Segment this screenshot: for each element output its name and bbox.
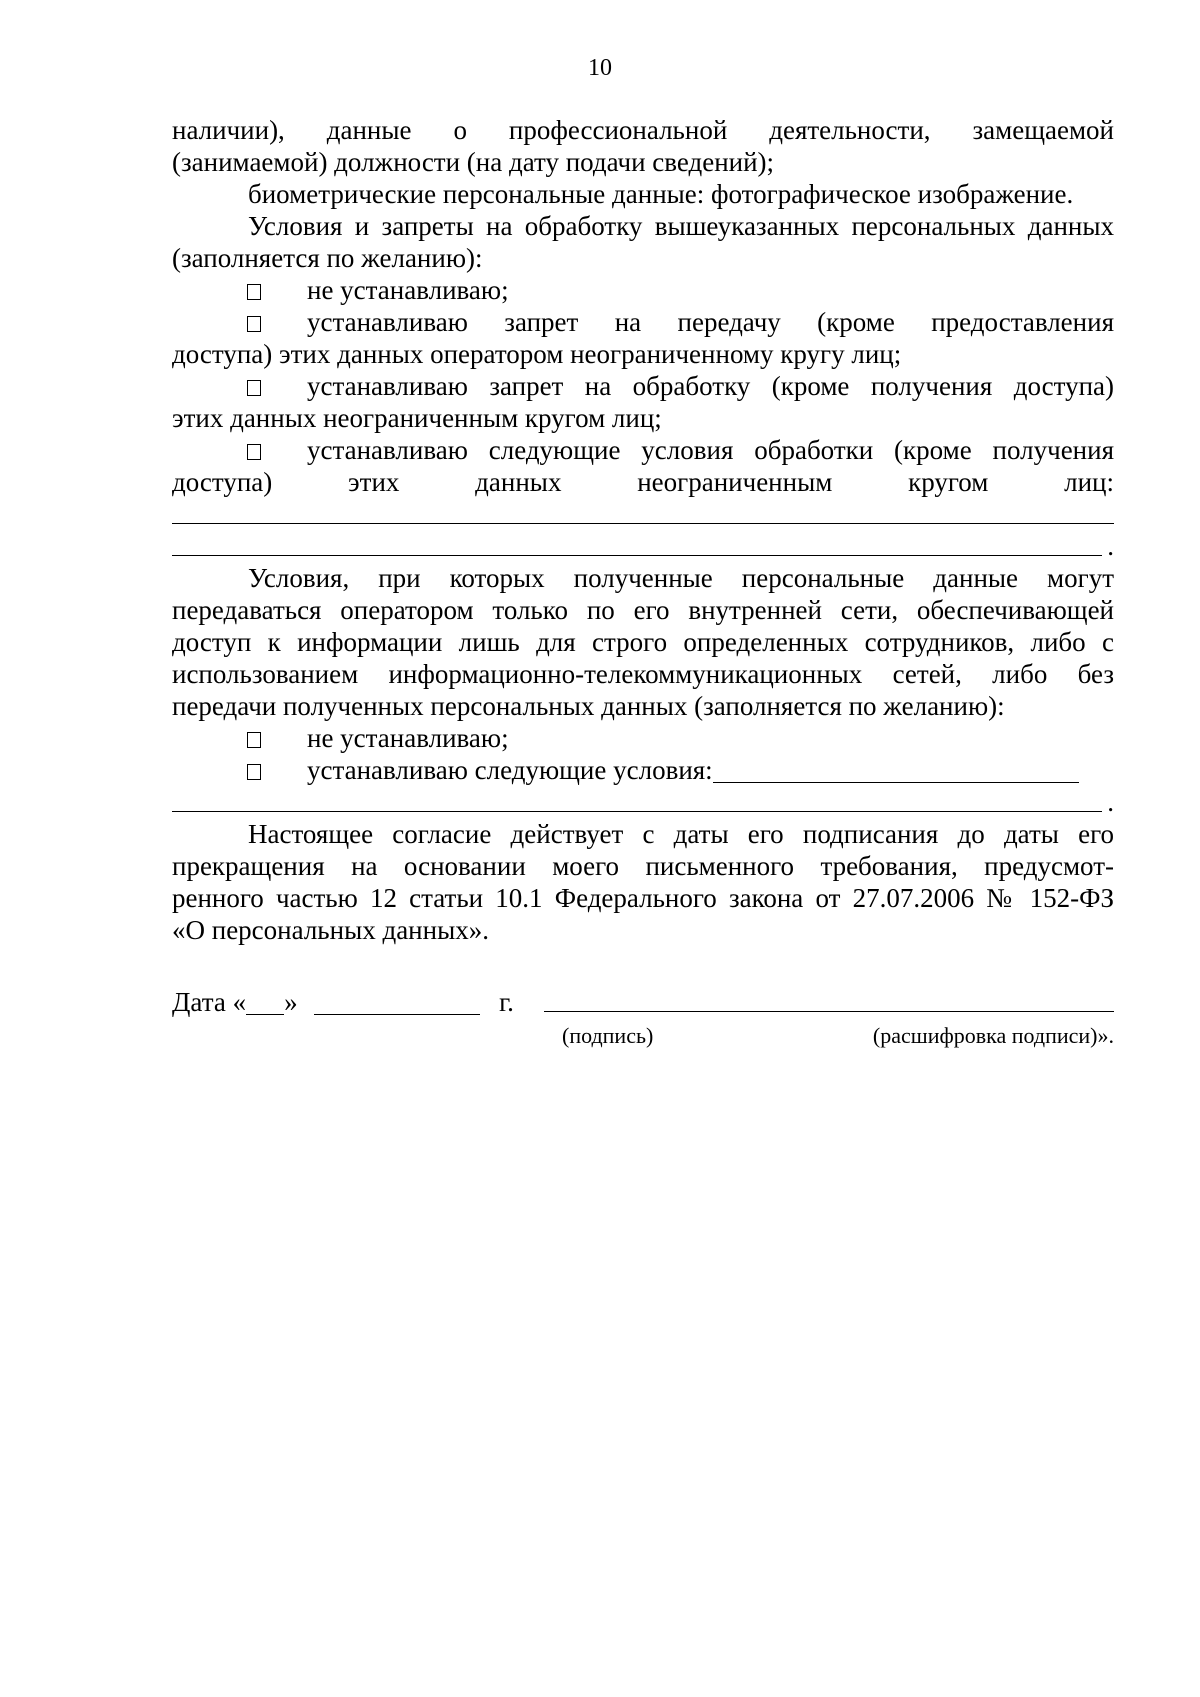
checkbox[interactable]: [247, 444, 261, 460]
option-label: устанавливаю следующие условия обработки (кроме получения: [307, 435, 1114, 465]
para4-line4: использованием информационно-телекоммуникационных сетей, либо без: [172, 659, 1114, 689]
para5-line3: ренного частью 12 статьи 10.1 Федерального закона от 27.07.2006 № 152-ФЗ: [172, 883, 1114, 913]
para4-line5: передачи полученных персональных данных (заполняется по желанию):: [172, 691, 1005, 721]
date-close-quote: »: [284, 987, 298, 1017]
option-not-set-2: [172, 722, 1114, 754]
signature-labels: [172, 1020, 1114, 1050]
checkbox[interactable]: [247, 380, 261, 396]
option-label: устанавливаю запрет на обработку (кроме получения доступа): [307, 371, 1114, 401]
underline: [172, 555, 1102, 556]
para4-line3: доступ к информации лишь для строго определенных сотрудников, либо с: [172, 627, 1114, 657]
fill-line-3[interactable]: [172, 786, 1114, 818]
para5-line4: «О персональных данных».: [172, 915, 489, 945]
option-not-set-1: [172, 274, 1114, 306]
para1-line2: (занимаемой) должности (на дату подачи сведений);: [172, 147, 775, 177]
option-conditions: [172, 434, 1114, 466]
signature-input-line[interactable]: [544, 1011, 1114, 1012]
para4-line2: передаваться оператором только по его внутренней сети, обеспечивающей: [172, 595, 1114, 625]
para3-line2: (заполняется по желанию):: [172, 243, 483, 273]
fill-line-2[interactable]: [172, 530, 1114, 562]
option-ban-transfer-cont: доступа) этих данных оператором неограниченному кругу лиц;: [172, 339, 902, 369]
date-signature-row: [172, 986, 1114, 1020]
page-number: 10: [588, 55, 612, 81]
conditions-input-line[interactable]: [713, 782, 1079, 783]
decryption-caption: (расшифровка подписи)».: [872, 1023, 1114, 1048]
year-suffix: г.: [499, 987, 514, 1017]
underline: [172, 523, 1114, 524]
checkbox[interactable]: [247, 764, 261, 780]
option-conditions-cont: доступа) этих данных неограниченным кругом лиц:: [172, 467, 1114, 497]
day-input-line[interactable]: [246, 1014, 284, 1015]
document-body: [172, 114, 1114, 1050]
option-label: не устанавливаю;: [307, 275, 509, 305]
para4-line1: Условия, при которых полученные персональные данные могут: [248, 563, 1114, 593]
para2: биометрические персональные данные: фотографическое изображение.: [248, 179, 1074, 209]
date-label: Дата «: [172, 987, 247, 1017]
checkbox[interactable]: [247, 732, 261, 748]
checkbox[interactable]: [247, 284, 261, 300]
para5-line2: прекращения на основании моего письменного требования, предусмот-: [172, 851, 1114, 881]
option-label: устанавливаю запрет на передачу (кроме предоставления: [307, 307, 1114, 337]
checkbox[interactable]: [247, 316, 261, 332]
option-label: устанавливаю следующие условия:: [307, 755, 713, 785]
end-dot: .: [1107, 531, 1114, 561]
month-input-line[interactable]: [314, 1014, 480, 1015]
option-ban-processing: [172, 370, 1114, 402]
end-dot: .: [1107, 787, 1114, 817]
para3-line1: Условия и запреты на обработку вышеуказанных персональных данных: [248, 211, 1114, 241]
option-ban-transfer: [172, 306, 1114, 338]
signature-caption: (подпись): [562, 1023, 654, 1048]
underline: [172, 811, 1102, 812]
option-set-conditions: [172, 754, 1114, 786]
para1-line1: наличии), данные о профессиональной деятельности, замещаемой: [172, 115, 1114, 145]
option-label: не устанавливаю;: [307, 723, 509, 753]
para5-line1: Настоящее согласие действует с даты его подписания до даты его: [248, 819, 1114, 849]
option-ban-processing-cont: этих данных неограниченным кругом лиц;: [172, 403, 662, 433]
fill-line-1[interactable]: [172, 498, 1114, 530]
